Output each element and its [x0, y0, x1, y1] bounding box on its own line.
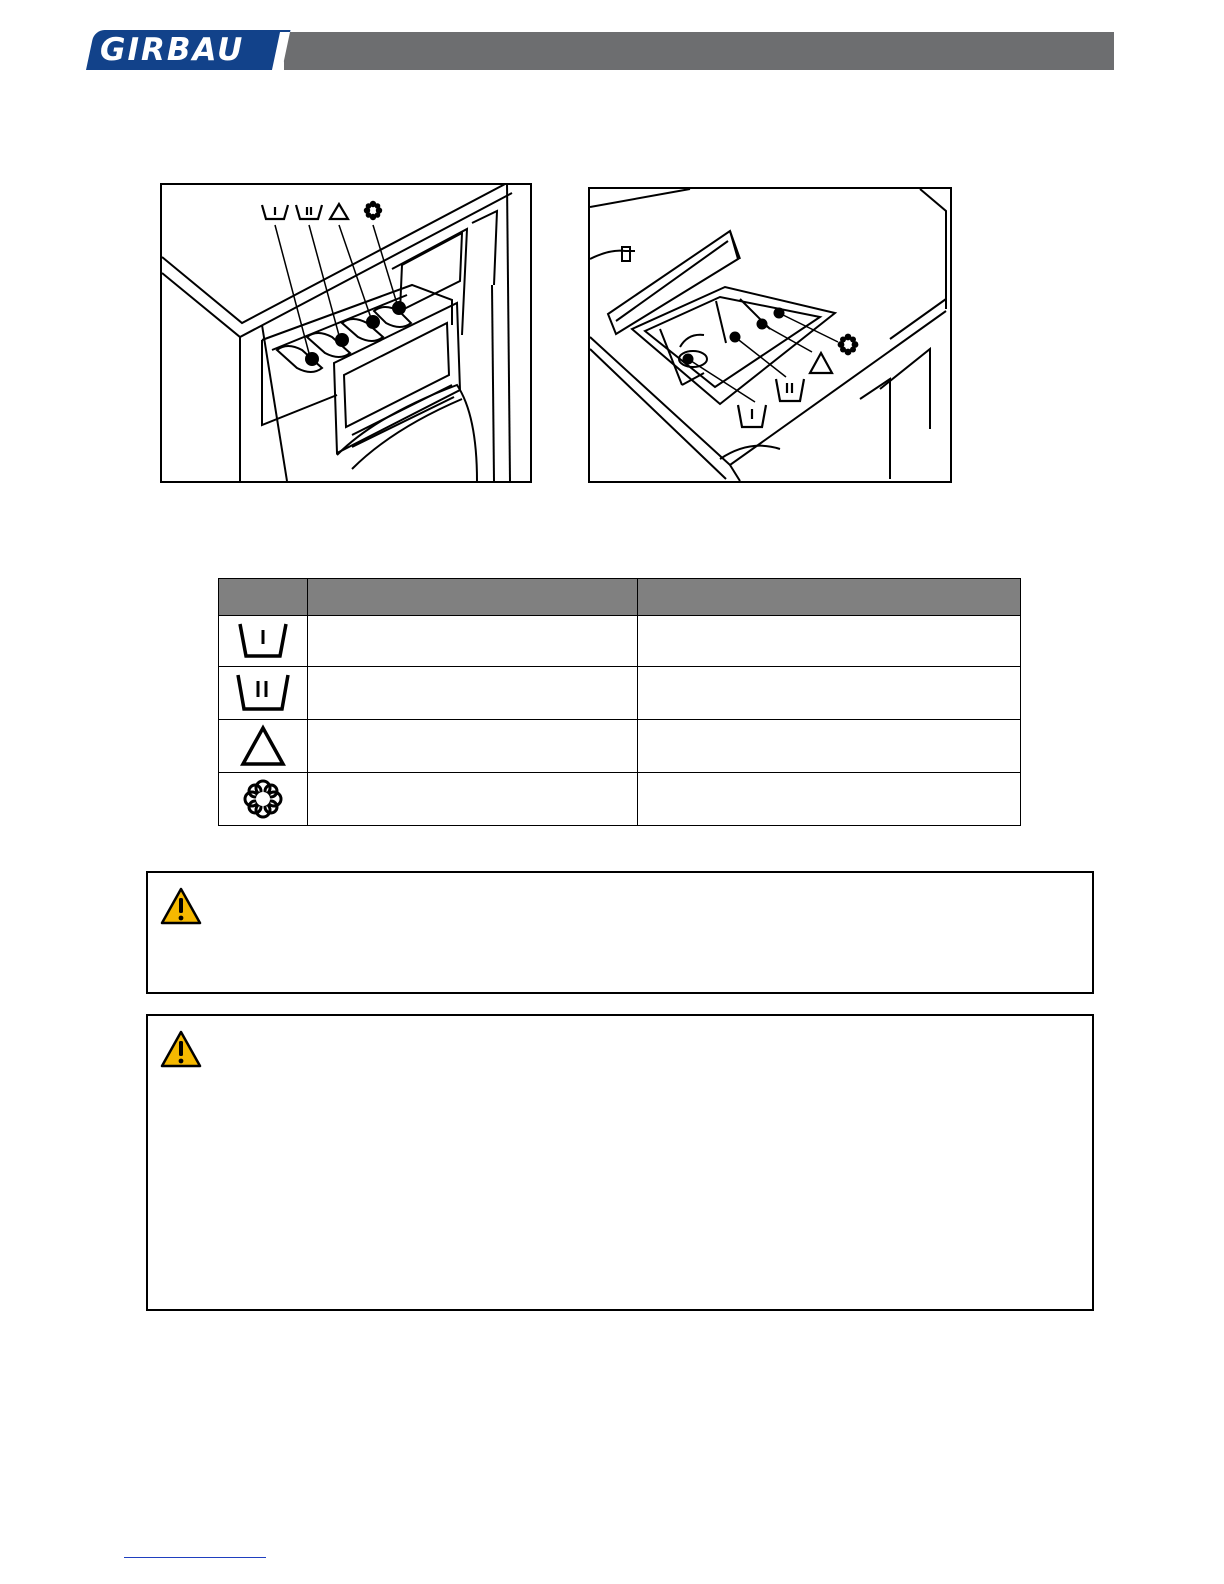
table-row [219, 616, 1021, 667]
brand-name: GIRBAU [100, 32, 245, 68]
page-header [86, 30, 1114, 72]
table-row [219, 720, 1021, 773]
table-cell [308, 667, 638, 720]
top-dispenser-drawing [590, 189, 950, 481]
table-header-col3 [638, 579, 1021, 616]
table-cell-symbol [219, 720, 308, 773]
table-cell-symbol [219, 616, 308, 667]
table-cell [638, 720, 1021, 773]
warning-box-2 [146, 1014, 1094, 1311]
bleach-triangle-icon [239, 724, 287, 768]
table-cell-symbol [219, 667, 308, 720]
detergent-compartment-table [218, 578, 1021, 826]
table-cell [638, 616, 1021, 667]
table-row [219, 667, 1021, 720]
table-cell-symbol [219, 773, 308, 826]
table-cell [308, 720, 638, 773]
table-header-row [219, 579, 1021, 616]
warning-box-1 [146, 871, 1094, 994]
warning-triangle-icon [160, 887, 202, 925]
warning-triangle-icon [160, 1030, 202, 1068]
table-header-symbol [219, 579, 308, 616]
footer-link-underline[interactable] [124, 1557, 266, 1558]
table-row [219, 773, 1021, 826]
wash-compartment-icon [234, 671, 292, 715]
softener-flower-icon [242, 778, 284, 820]
front-dispenser-figure [160, 183, 532, 483]
table-cell [308, 773, 638, 826]
table-cell [638, 773, 1021, 826]
top-dispenser-figure [588, 187, 952, 483]
front-dispenser-drawing [162, 185, 530, 481]
table-cell [308, 616, 638, 667]
table-header-col2 [308, 579, 638, 616]
table-cell [638, 667, 1021, 720]
header-bar [284, 32, 1114, 70]
prewash-compartment-icon [236, 620, 290, 662]
